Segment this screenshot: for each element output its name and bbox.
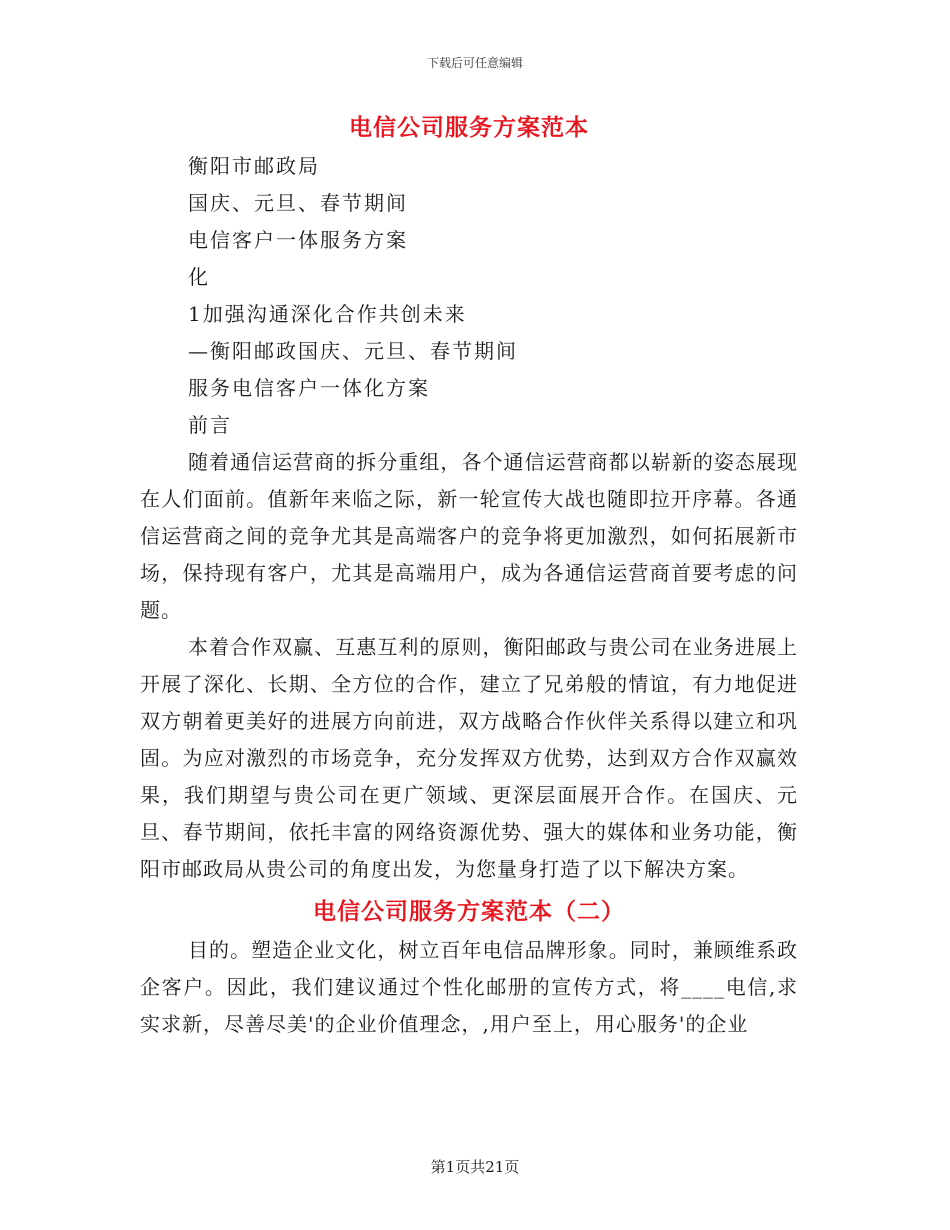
text-line: 电信客户一体服务方案 — [188, 228, 408, 252]
text-line: 服务电信客户一体化方案 — [188, 376, 430, 400]
text-line: —衡阳邮政国庆、元旦、春节期间 — [188, 339, 518, 363]
heading-lines — [140, 148, 798, 444]
text-line: 前言 — [188, 413, 232, 437]
page-header: 下载后可任意编辑 — [426, 56, 523, 70]
document-title: 电信公司服务方案范本 — [349, 114, 589, 141]
paragraph: 随着通信运营商的拆分重组，各个通信运营商都以崭新的姿态展现在人们面前。值新年来临之际，新一轮宣传大战也随即拉开序幕。各通信运营商之间的竞争尤其是高端客户的竞争将更加激烈，如何拓展新市场，保持现有客户，尤其是高端用户，成为各通信运营商首要考虑的问题。 — [140, 450, 798, 622]
text-line: 国庆、元旦、春节期间 — [188, 191, 408, 215]
document-body — [140, 110, 798, 1043]
page-footer: 第1页共21页 — [430, 1158, 520, 1176]
paragraph: 本着合作双赢、互惠互利的原则，衡阳邮政与贵公司在业务进展上开展了深化、长期、全方位的合作，建立了兄弟般的情谊，有力地促进双方朝着更美好的进展方向前进，双方战略合作伙伴关系得以建立和巩固。为应对激烈的市场竞争，充分发挥双方优势，达到双方合作双赢效果，我们期望与贵公司在更广领域、更深层面展开合作。在国庆、元旦、春节期间，依托丰富的网络资源优势、强大的媒体和业务功能，衡阳市邮政局从贵公司的角度出发，为您量身打造了以下解决方案。 — [140, 635, 798, 881]
text-line: 衡阳市邮政局 — [188, 154, 320, 178]
text-line: 1加强沟通深化合作共创未来 — [188, 302, 467, 326]
text-line: 化 — [188, 265, 210, 289]
paragraph: 目的。塑造企业文化，树立百年电信品牌形象。同时，兼顾维系政企客户。因此，我们建议通过个性化邮册的宣传方式，将____电信,求实求新，尽善尽美'的企业价值理念，,用户至上，用心服务'的企业 — [140, 938, 798, 1036]
section-title: 电信公司服务方案范本（二） — [313, 898, 625, 925]
